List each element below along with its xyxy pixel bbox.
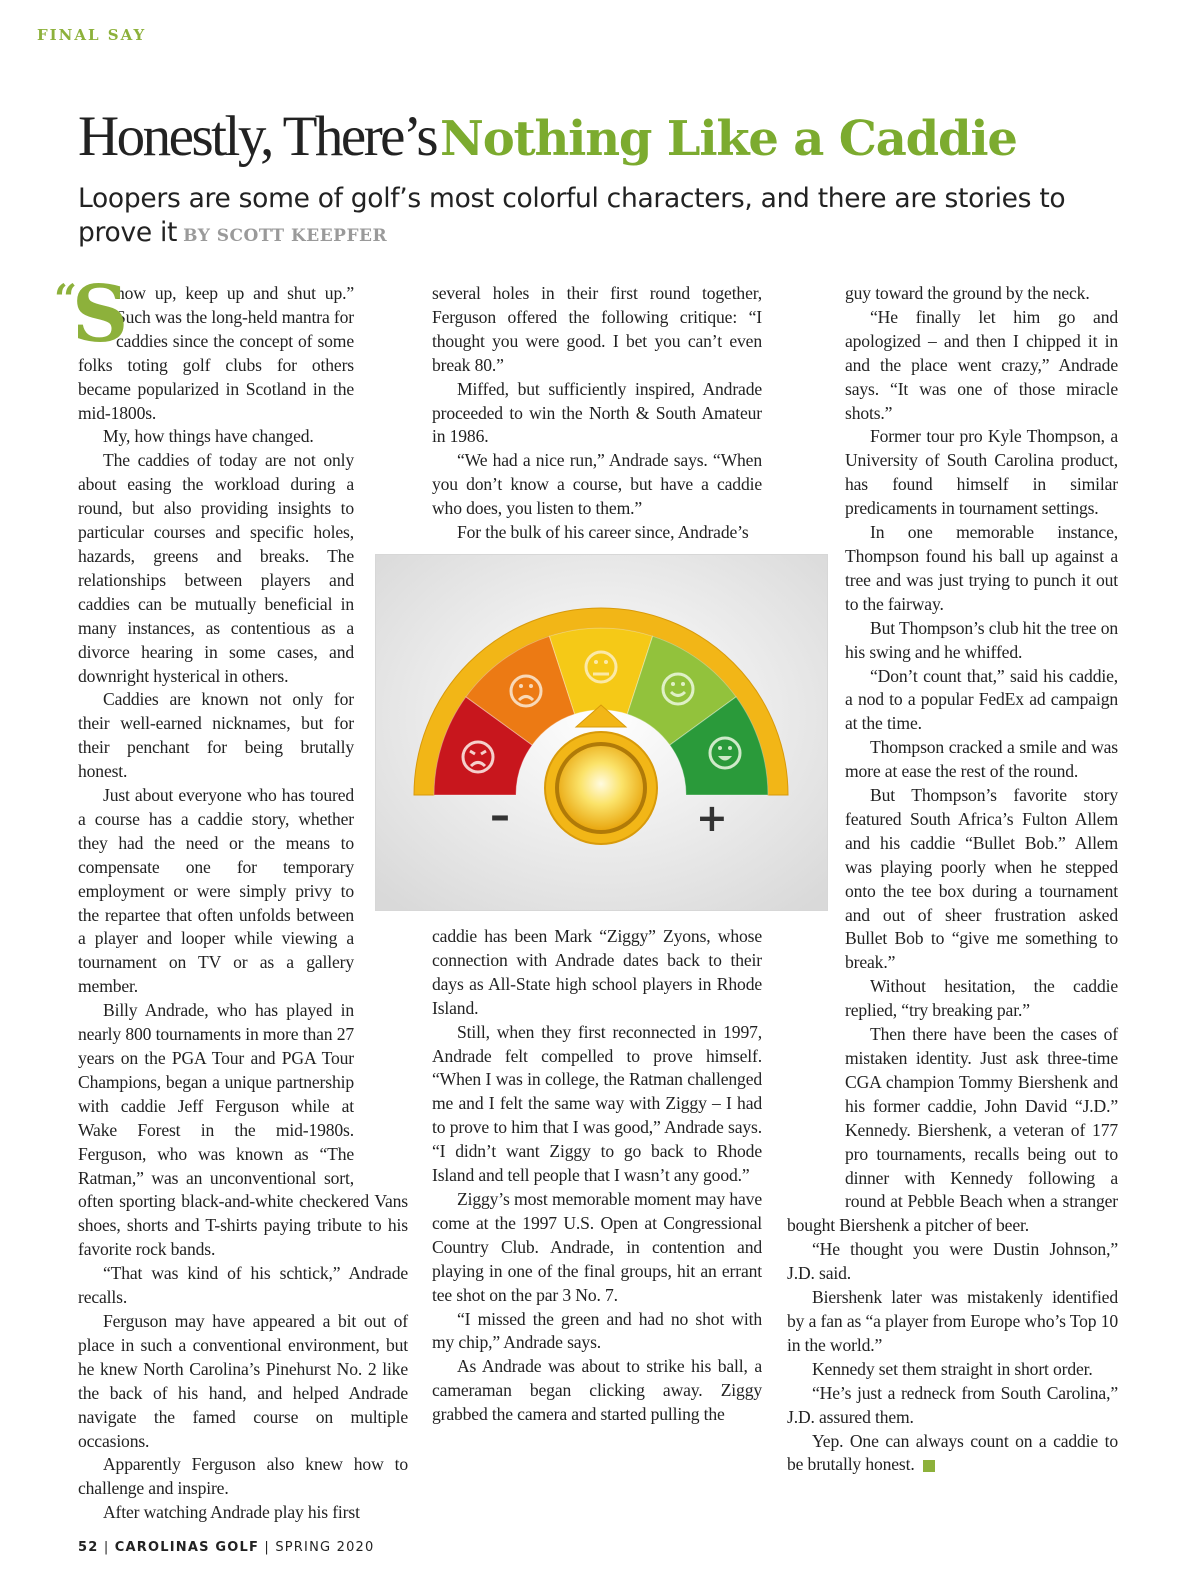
drop-cap [54, 269, 129, 360]
paragraph: “He’s just a redneck from South Carolina,” J.D. assured them. [787, 1382, 1118, 1427]
paragraph: Caddies are known not only for their well-earned nicknames, but for their penchant for being brutally honest. [78, 689, 354, 782]
section-label: FINAL SAY [37, 26, 147, 44]
gauge-svg [376, 555, 828, 911]
paragraph: “Don’t count that,” said his caddie, a nod to a popular FedEx ad campaign at the time. [845, 665, 1118, 734]
paragraph: “We had a nice run,” Andrade says. “When you don’t know a course, but have a caddie who does, you listen to them.” [432, 450, 762, 519]
column-3 [787, 282, 1118, 1477]
paragraph: As Andrade was about to strike his ball, a cameraman began clicking away. Ziggy grabbed the camera and started pulling the [432, 1356, 762, 1425]
deck [78, 182, 1138, 253]
magazine-name: CAROLINAS GOLF [114, 1540, 260, 1555]
paragraph: The caddies of today are not only about easing the workload during a round, but also providing insights to particular courses and specific holes, hazards, greens and breaks. The relationships between players and caddies can be mutually beneficial in many instances, as contentious as a divorce hearing in some cases, and downright hysterical in others. [78, 450, 354, 686]
drop-cap-letter: S [72, 269, 129, 360]
paragraph: Kennedy set them straight in short order. [812, 1358, 1093, 1379]
paragraph: Apparently Ferguson also knew how to challenge and inspire. [78, 1454, 408, 1499]
headline [78, 105, 1017, 168]
column-2-bottom [432, 925, 762, 1427]
paragraph: Yep. One can always count on a caddie to be brutally honest. [787, 1430, 1118, 1475]
paragraph: Without hesitation, the caddie replied, “try breaking par.” [845, 976, 1118, 1021]
paragraph: several holes in their first round together, Ferguson offered the following critique: “I thought you were good. I bet you can’t even break 80.” [432, 283, 762, 375]
paragraph: Then there have been the cases of mistaken identity. Just ask three-time CGA champion Tommy Biershenk and his former caddie, John David “J.D.” Kennedy. Biershenk, a veteran of 177 pro tournaments, recalls being out to dinner with Kennedy following a round at Pebble Beach when a stranger bought Biershenk a pitcher of beer. [787, 1024, 1118, 1236]
paragraph: But Thompson’s club hit the tree on his swing and he whiffed. [845, 617, 1118, 662]
headline-part2: Nothing Like a Caddie [440, 111, 1017, 167]
paragraph: For the bulk of his career since, Andrade’s [457, 522, 749, 543]
paragraph: “He finally let him go and apologized – and then I chipped it in and the place went crazy,” Andrade says. “It was one of those miracle shots.” [845, 306, 1118, 423]
headline-part1: Honestly, There’s [78, 105, 437, 168]
gauge-illustration [375, 554, 828, 911]
paragraph: Just about everyone who has toured a course has a caddie story, whether they had the need or the means to compensate one for temporary employment or were simply privy to the repartee that often unfolds between a player and looper while viewing a tournament on TV or as a gallery member. [78, 785, 354, 997]
paragraph: Former tour pro Kyle Thompson, a University of South Carolina product, has found himself in similar predicaments in tournament settings. [845, 426, 1118, 519]
drop-cap-quote: “ [54, 276, 77, 323]
paragraph: how up, keep up and shut up.” Such was the long-held mantra for caddies since the concept of some folks toting golf clubs for others became popularized in Scotland in the mid-1800s. [78, 283, 354, 423]
column-2-top [432, 282, 762, 545]
paragraph: guy toward the ground by the neck. [845, 283, 1090, 303]
paragraph: After watching Andrade play his first [103, 1502, 360, 1523]
paragraph: Biershenk later was mistakenly identified by a fan as “a player from Europe who’s Top 10 in the world.” [787, 1287, 1118, 1355]
paragraph: “That was kind of his schtick,” Andrade recalls. [78, 1263, 408, 1308]
paragraph: Thompson cracked a smile and was more at ease the rest of the round. [845, 737, 1118, 782]
paragraph: My, how things have changed. [103, 426, 314, 447]
gauge-knob [559, 746, 643, 830]
paragraph: “He thought you were Dustin Johnson,” J.D. said. [787, 1239, 1118, 1284]
paragraph: caddie has been Mark “Ziggy” Zyons, whose connection with Andrade dates back to their days as All-State high school players in Rhode Island. [432, 926, 762, 1018]
paragraph: But Thompson’s favorite story featured South Africa’s Fulton Allem and his caddie “Bullet Bob.” Allem was playing poorly when he stepped onto the tee box during a tournament and out of sheer frustration asked Bullet Bob to “give me something to break.” [845, 785, 1118, 973]
deck-text: Loopers are some of golf’s most colorful characters, and there are stories to prove it [78, 183, 1066, 248]
gauge-minus-label: – [490, 793, 510, 839]
paragraph: Ziggy’s most memorable moment may have come at the 1997 U.S. Open at Congressional Country Club. Andrade, in contention and playing in one of the final groups, hit an errant tee shot on the par 3 No. 7. [432, 1188, 762, 1305]
page-number: 52 [78, 1540, 99, 1555]
paragraph: In one memorable instance, Thompson found his ball up against a tree and was just trying to punch it out to the fairway. [845, 522, 1118, 614]
gauge-plus-label: + [696, 796, 728, 840]
paragraph: Miffed, but sufficiently inspired, Andrade proceeded to win the North & South Amateur in 1986. [432, 378, 762, 447]
byline: BY SCOTT KEEPFER [183, 226, 388, 246]
issue-date: SPRING 2020 [275, 1540, 375, 1555]
paragraph: Still, when they first reconnected in 1997, Andrade felt compelled to prove himself. “When I was in college, the Ratman challenged me and I felt the same way with Ziggy – I had to prove to him that I was good,” Andrade says. “I didn’t want Ziggy to go back to Rhode Island and tell people that I wasn’t any good.” [432, 1021, 762, 1186]
paragraph: “I missed the green and had no shot with my chip,” Andrade says. [432, 1308, 762, 1353]
paragraph: Ferguson may have appeared a bit out of place in such a conventional environment, but he knew North Carolina’s Pinehurst No. 2 like the back of his hand, and helped Andrade navigate the famed course on multiple occasions. [78, 1310, 408, 1451]
column-1 [54, 269, 408, 1523]
paragraph: Billy Andrade, who has played in nearly 800 tournaments in more than 27 years on the PGA Tour and PGA Tour Champions, began a unique partnership with caddie Jeff Ferguson while at Wake Forest in the mid-1980s. Ferguson, who was known as “The Ratman,” was an unconventional sort, often sporting black-and-white checkered Vans shoes, shorts and T-shirts paying tribute to his favorite rock bands. [78, 1000, 408, 1260]
page-footer: 52 | CAROLINAS GOLF | SPRING 2020 [78, 1540, 375, 1555]
end-mark [923, 1460, 935, 1472]
